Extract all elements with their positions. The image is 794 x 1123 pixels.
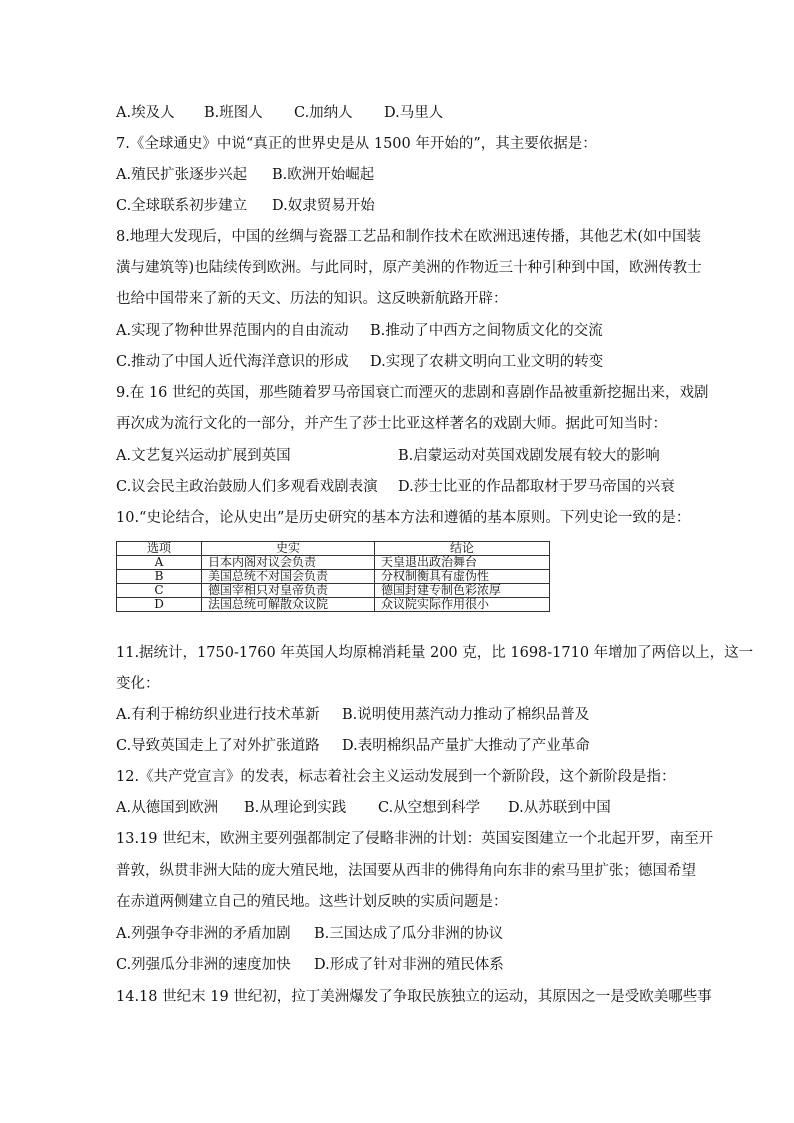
table-row [117, 598, 550, 612]
table-cell-fact: 日本内阁对议会负责 [202, 556, 375, 570]
q11-option-b[interactable]: B.说明使用蒸汽动力推动了棉织品普及 [342, 707, 590, 723]
q12-option-a[interactable]: A.从德国到欧洲 [116, 800, 219, 816]
table-header-fact: 史实 [202, 542, 375, 556]
q7-option-d[interactable]: D.奴隶贸易开始 [272, 198, 375, 214]
table-header-row [117, 542, 550, 556]
table-cell-fact: 法国总统可解散众议院 [202, 598, 375, 612]
table-cell-option: D [117, 598, 202, 612]
q6-option-a[interactable]: A.埃及人 [116, 105, 175, 121]
table-cell-conclusion: 天皇退出政治舞台 [375, 556, 550, 570]
q8-stem-line-2: 潢与建筑等)也陆续传到欧洲。与此同时，原产美洲的作物近三十种引种到中国，欧洲传教士 [116, 260, 702, 276]
q13-stem-line-1: 13.19 世纪末，欧洲主要列强都制定了侵略非洲的计划：英国妄图建立一个北起开罗，南至开 [116, 831, 714, 847]
q6-option-c[interactable]: C.加纳人 [294, 105, 353, 121]
q8-stem-line-1: 8.地理大发现后，中国的丝绸与瓷器工艺品和制作技术在欧洲迅速传播，其他艺术(如中国装 [116, 229, 701, 245]
table-header-conclusion: 结论 [375, 542, 550, 556]
q11-stem-line-1: 11.据统计，1750-1760 年英国人均原棉消耗量 200 克，比 1698-1710 年增加了两倍以上，这一 [116, 645, 754, 661]
table-cell-fact: 美国总统不对国会负责 [202, 570, 375, 584]
q9-option-a[interactable]: A.文艺复兴运动扩展到英国 [116, 448, 291, 464]
q7-option-b[interactable]: B.欧洲开始崛起 [272, 167, 375, 183]
q10-table [116, 541, 550, 612]
q13-stem-line-3: 在赤道两侧建立自己的殖民地。这些计划反映的实质问题是： [116, 894, 508, 910]
q12-option-b[interactable]: B.从理论到实践 [244, 800, 347, 816]
table-cell-option: A [117, 556, 202, 570]
table-row [117, 570, 550, 584]
q8-option-c[interactable]: C.推动了中国人近代海洋意识的形成 [116, 354, 349, 370]
q11-option-a[interactable]: A.有利于棉纺织业进行技术革新 [116, 707, 320, 723]
q8-option-b[interactable]: B.推动了中西方之间物质文化的交流 [370, 323, 603, 339]
q13-option-c[interactable]: C.列强瓜分非洲的速度加快 [116, 957, 291, 973]
q9-option-b[interactable]: B.启蒙运动对英国戏剧发展有较大的影响 [398, 448, 660, 464]
q6-option-d[interactable]: D.马里人 [384, 105, 444, 121]
q8-option-d[interactable]: D.实现了农耕文明向工业文明的转变 [370, 354, 604, 370]
q8-option-a[interactable]: A.实现了物种世界范围内的自由流动 [116, 323, 349, 339]
q14-stem: 14.18 世纪末 19 世纪初，拉丁美洲爆发了争取民族独立的运动，其原因之一是受欧美哪些事 [116, 989, 712, 1005]
table-cell-option: C [117, 584, 202, 598]
table-cell-option: B [117, 570, 202, 584]
q9-stem-line-1: 9.在 16 世纪的英国，那些随着罗马帝国衰亡而湮灭的悲剧和喜剧作品被重新挖掘出来，戏剧 [116, 385, 709, 401]
table-row [117, 584, 550, 598]
q13-stem-line-2: 普敦，纵贯非洲大陆的庞大殖民地，法国要从西非的佛得角向东非的索马里扩张；德国希望 [116, 863, 696, 879]
table-cell-conclusion: 分权制衡具有虚伪性 [375, 570, 550, 584]
q7-option-a[interactable]: A.殖民扩张逐步兴起 [116, 167, 248, 183]
q11-option-d[interactable]: D.表明棉织品产量扩大推动了产业革命 [342, 738, 590, 754]
q7-option-c[interactable]: C.全球联系初步建立 [116, 198, 248, 214]
table-row [117, 556, 550, 570]
table-header-option: 选项 [117, 542, 202, 556]
q12-option-d[interactable]: D.从苏联到中国 [508, 800, 611, 816]
q11-option-c[interactable]: C.导致英国走上了对外扩张道路 [116, 738, 320, 754]
q10-stem: 10.“史论结合，论从史出”是历史研究的基本方法和遵循的基本原则。下列史论一致的是： [116, 510, 691, 526]
q9-stem-line-2: 再次成为流行文化的一部分，并产生了莎士比亚这样著名的戏剧大师。据此可知当时： [116, 416, 667, 432]
q13-option-b[interactable]: B.三国达成了瓜分非洲的协议 [314, 926, 504, 942]
q6-option-b[interactable]: B.班图人 [204, 105, 263, 121]
q12-option-c[interactable]: C.从空想到科学 [378, 800, 481, 816]
q12-stem: 12.《共产党宣言》的发表，标志着社会主义运动发展到一个新阶段，这个新阶段是指： [116, 769, 676, 785]
table-cell-conclusion: 众议院实际作用很小 [375, 598, 550, 612]
q11-stem-line-2: 变化： [116, 676, 160, 692]
q9-option-d[interactable]: D.莎士比亚的作品都取材于罗马帝国的兴衰 [398, 479, 675, 495]
q13-option-d[interactable]: D.形成了针对非洲的殖民体系 [314, 957, 504, 973]
table-cell-fact: 德国宰相只对皇帝负责 [202, 584, 375, 598]
q9-option-c[interactable]: C.议会民主政治鼓励人们多观看戏剧表演 [116, 479, 378, 495]
q8-stem-line-3: 也给中国带来了新的天文、历法的知识。这反映新航路开辟： [116, 291, 508, 307]
q7-stem: 7.《全球通史》中说“真正的世界史是从 1500 年开始的”，其主要依据是： [116, 136, 597, 152]
table-cell-conclusion: 德国封建专制色彩浓厚 [375, 584, 550, 598]
q13-option-a[interactable]: A.列强争夺非洲的矛盾加剧 [116, 926, 291, 942]
